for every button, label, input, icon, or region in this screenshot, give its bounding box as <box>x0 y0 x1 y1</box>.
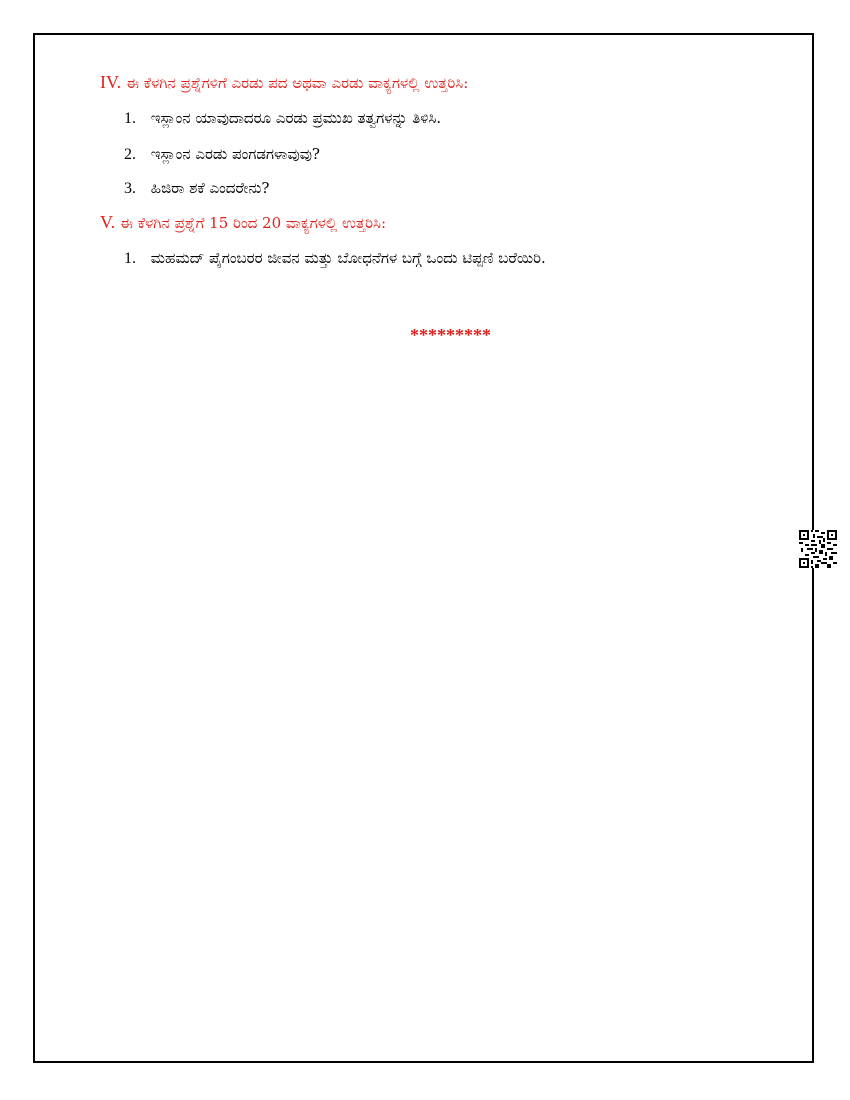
question-number: 1. <box>124 250 136 267</box>
question-iv-1 <box>124 108 441 129</box>
question-text: ಇಸ್ಲಾಂನ ಎರಡು ಪಂಗಡಗಳಾವುವು? <box>150 145 320 163</box>
question-v-1 <box>124 248 546 269</box>
question-number: 3. <box>124 180 136 197</box>
section-v-heading-text: ಈ ಕೆಳಗಿನ ಪ್ರಶ್ನೆಗೆ 15 ರಿಂದ 20 ವಾಕ್ಯಗಳಲ್ಲಿ ಉತ್ತರಿಸಿ: <box>119 214 387 232</box>
section-v-heading <box>100 212 386 233</box>
question-text: ಇಸ್ಲಾಂನ ಯಾವುದಾದರೂ ಎರಡು ಪ್ರಮುಖ ತತ್ವಗಳನ್ನು ತಿಳಿಸಿ. <box>150 109 442 127</box>
question-text: ಹಿಜಿರಾ ಶಕೆ ಎಂದರೇನು? <box>150 179 270 197</box>
question-iv-3 <box>124 178 269 199</box>
section-iv-numeral: IV. <box>100 72 122 92</box>
question-number: 1. <box>124 110 136 127</box>
qr-code-icon <box>799 530 837 568</box>
question-text: ಮಹಮದ್ ಪೈಗಂಬರರ ಜೀವನ ಮತ್ತು ಬೋಧನೆಗಳ ಬಗ್ಗೆ ಒಂದು ಟಿಪ್ಪಣಿ ಬರೆಯಿರಿ. <box>150 249 546 267</box>
section-iv-heading-text: ಈ ಕೆಳಗಿನ ಪ್ರಶ್ನೆಗಳಿಗೆ ಎರಡು ಪದ ಅಥವಾ ಎರಡು ವಾಕ್ಯಗಳಲ್ಲಿ ಉತ್ತರಿಸಿ: <box>125 74 469 92</box>
end-marker: ********* <box>410 325 491 345</box>
question-iv-2 <box>124 144 320 165</box>
question-number: 2. <box>124 146 136 163</box>
section-iv-heading <box>100 72 468 93</box>
section-v-numeral: V. <box>100 212 116 232</box>
